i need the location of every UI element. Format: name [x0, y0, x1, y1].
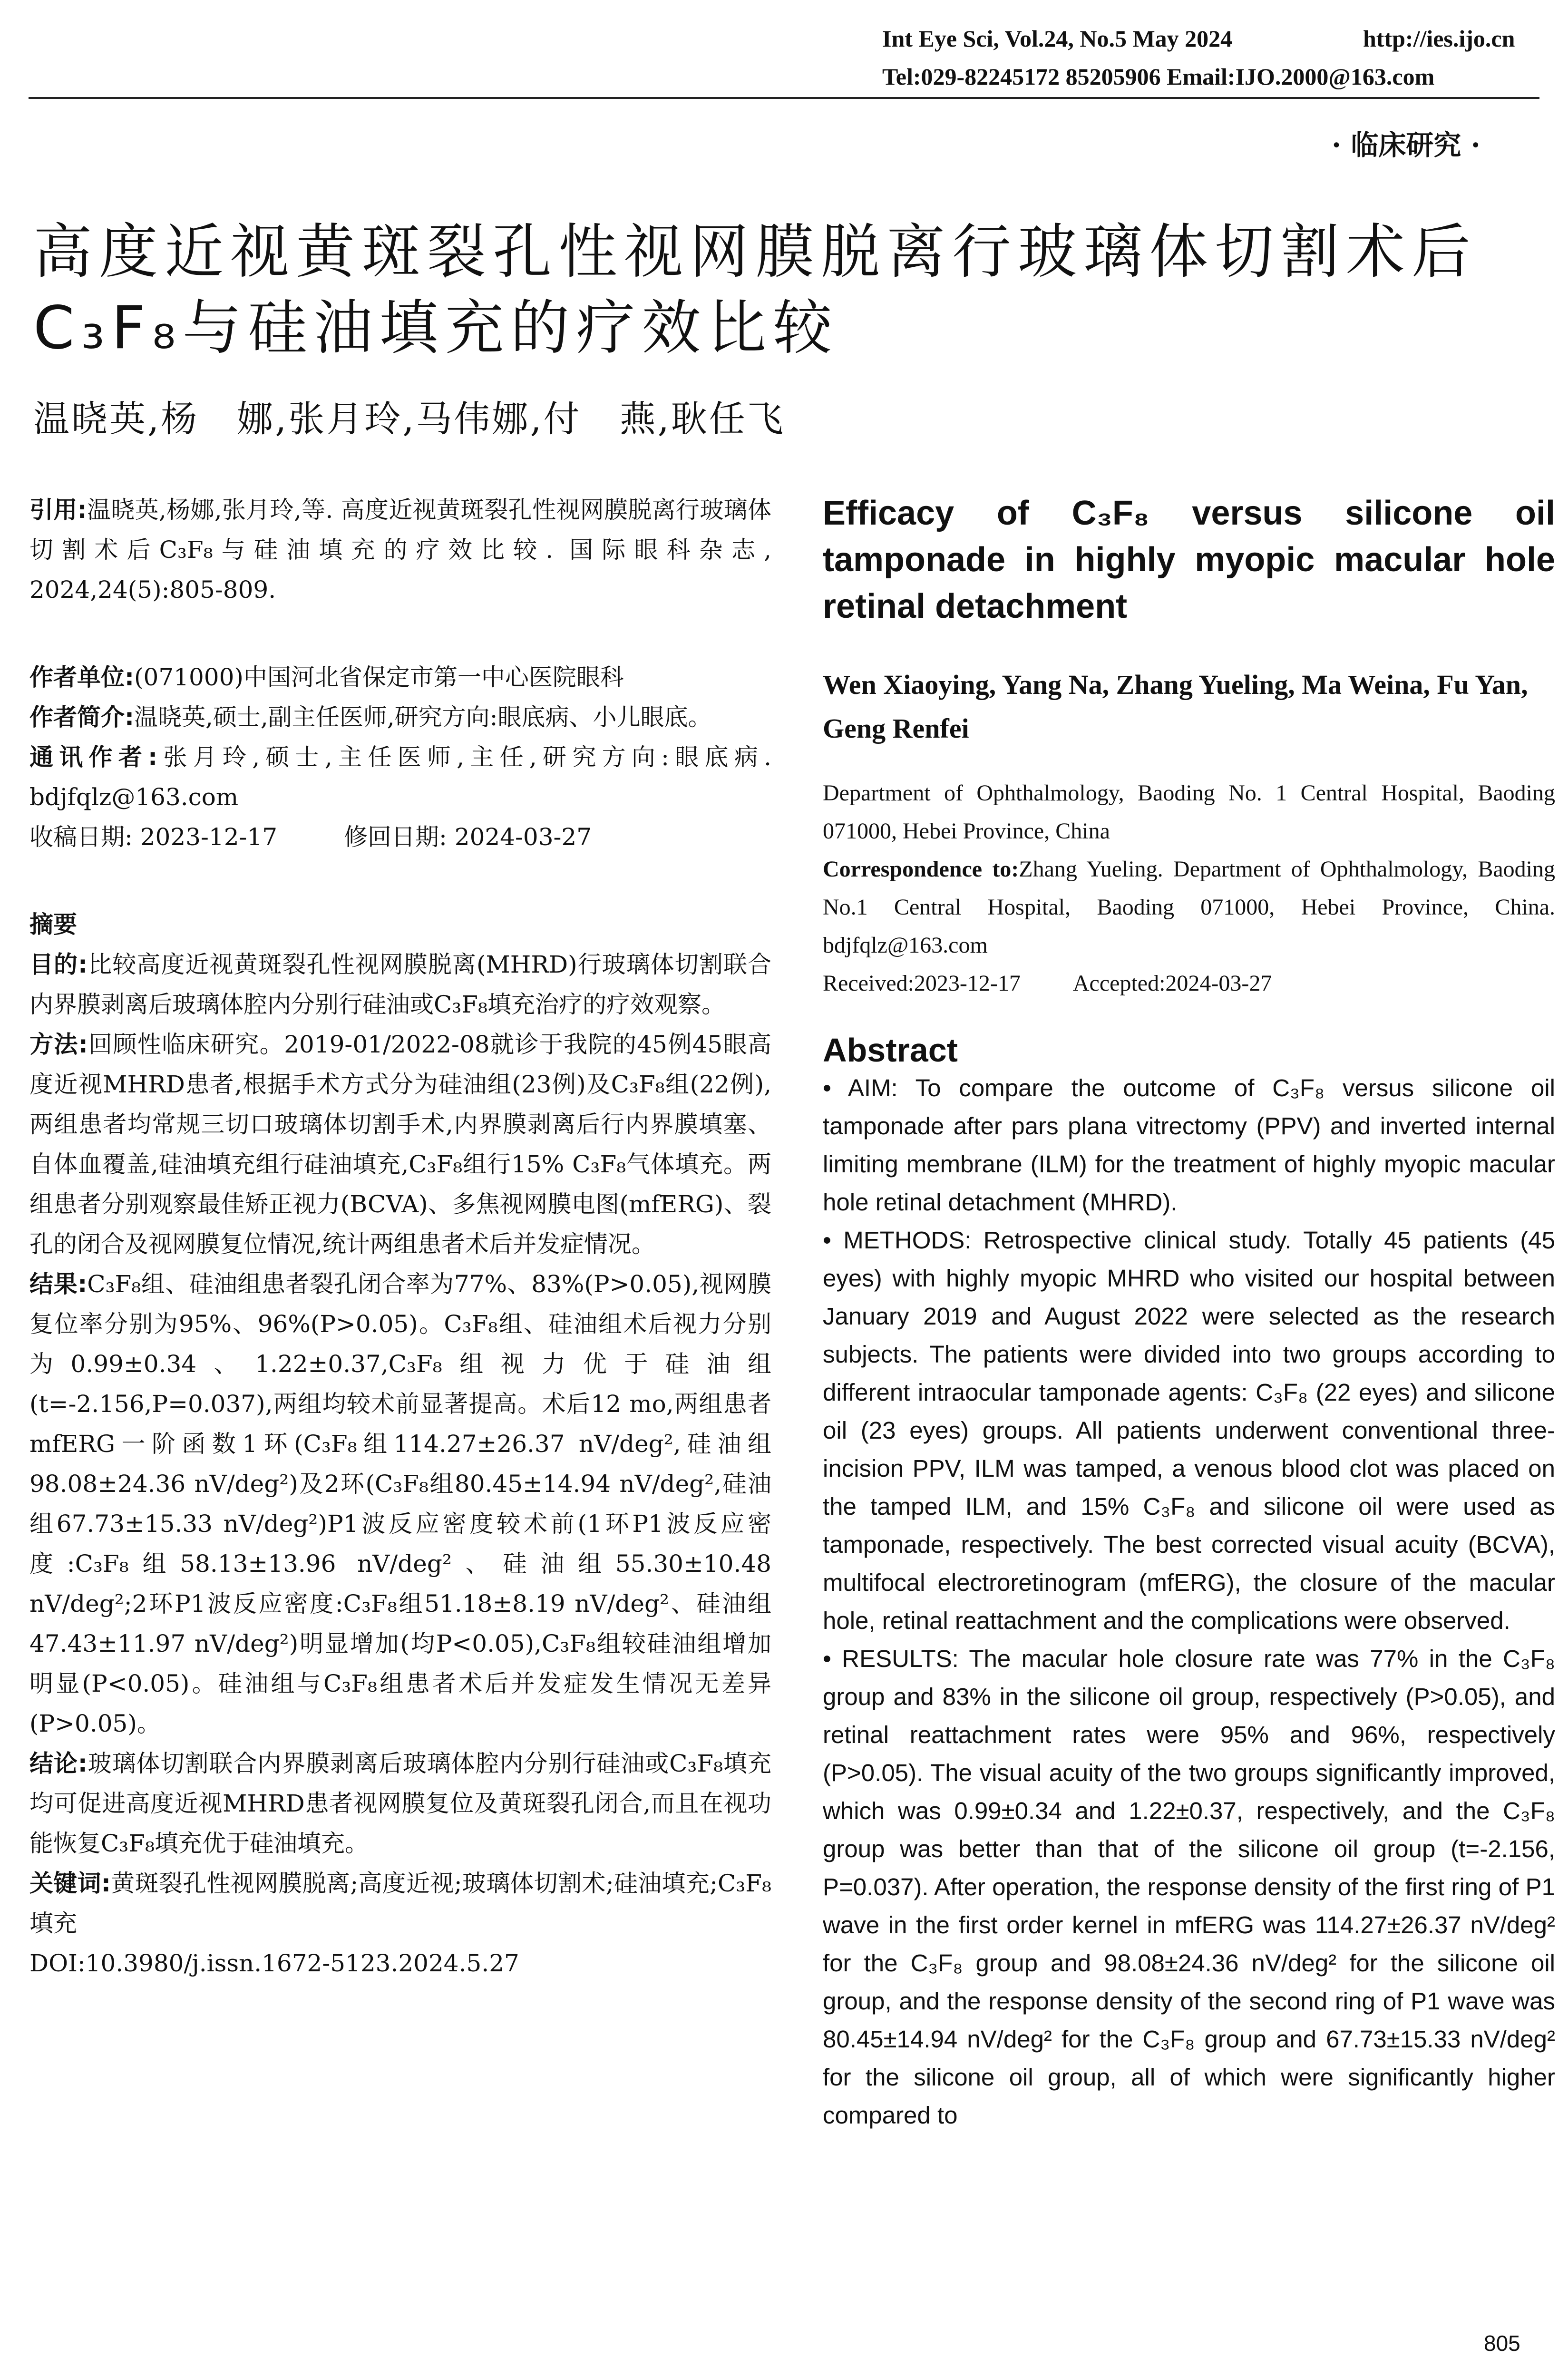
cn-affiliation: 作者单位:(071000)中国河北省保定市第一中心医院眼科: [29, 663, 624, 691]
header-divider: [29, 97, 1539, 99]
en-aim: • AIM: To compare the outcome of C₃F₈ versus silicone oil tamponade after pars plana vitrectomy (PPV) and inverted internal limiting membrane (ILM) for the treatment of highly myopic macular hole retinal detachment (MHRD).: [823, 1074, 1555, 1216]
en-abstract-heading: Abstract: [823, 1032, 958, 1069]
cn-conclusion: 结论:玻璃体切割联合内界膜剥离后玻璃体腔内分别行硅油或C₃F₈填充均可促进高度近视MHRD患者视网膜复位及黄斑裂孔闭合,而且在视功能恢复C₃F₈填充优于硅油填充。: [29, 1750, 771, 1857]
cn-title-line1: 高度近视黄斑裂孔性视网膜脱离行玻璃体切割术后: [33, 218, 1478, 286]
cn-correspondence: 通讯作者:张月玲,硕士,主任医师,主任,研究方向:眼底病. bdjfqlz@163.com: [29, 743, 771, 811]
en-correspondence: Correspondence to:Zhang Yueling. Department of Ophthalmology, Baoding No.1 Central Hospital, Baoding 071000, Hebei Province, China. bdjfqlz@163.com: [823, 857, 1555, 958]
cn-aim: 目的:比较高度近视黄斑裂孔性视网膜脱离(MHRD)行玻璃体切割联合内界膜剥离后玻璃体腔内分别行硅油或C₃F₈填充治疗的疗效观察。: [29, 951, 772, 1018]
cn-abstract-heading: 摘要: [29, 911, 77, 938]
en-methods: • METHODS: Retrospective clinical study. Totally 45 patients (45 eyes) with highly myopic MHRD who visited our hospital between January 2019 and August 2022 were selected as the research subjects. The patients were divided into two groups according to different intraocular tamponade agents: C₃F₈ (22 eyes) and silicone oil (23 eyes) groups. All patients underwent conventional three-incision PPV, ILM was tamped, a venous blood clot was placed on the tamped ILM, and 15% C₃F₈ and silicone oil were used as tamponade, respectively. The best corrected visual acuity (BCVA), multifocal electroretinogram (mfERG), the closure of the macular hole, retinal reattachment and the complications were observed.: [823, 1227, 1555, 1634]
section-tag: · 临床研究 ·: [1332, 129, 1480, 161]
cn-results: 结果:C₃F₈组、硅油组患者裂孔闭合率为77%、83%(P>0.05),视网膜复位率分别为95%、96%(P>0.05)。C₃F₈组、硅油组术后视力分别为0.99±0.34、1.22±0.37,C₃F₈组视力优于硅油组(t=-2.156,P=0.037),两组均较术前显著提高。术后12 mo,两组患者mfERG一阶函数1环(C₃F₈组114.27±26.37 nV/deg²,硅油组98.08±24.36 nV/deg²)及2环(C₃F₈组80.45±14.94 nV/deg²,硅油组67.73±15.33 nV/deg²)P1波反应密度较术前(1环P1波反应密度:C₃F₈组58.13±13.96 nV/deg²、硅油组55.30±10.48 nV/deg²;2环P1波反应密度:C₃F₈组51.18±8.19 nV/deg²、硅油组47.43±11.97 nV/deg²)明显增加(均P<0.05),C₃F₈组较硅油组增加明显(P<0.05)。硅油组与C₃F₈组患者术后并发症发生情况无差异(P>0.05)。: [29, 1270, 771, 1737]
journal-url: http://ies.ijo.cn: [1363, 25, 1515, 52]
journal-contact: Tel:029-82245172 85205906 Email:IJO.2000@163.com: [882, 63, 1435, 90]
cn-keywords: 关键词:黄斑裂孔性视网膜脱离;高度近视;玻璃体切割术;硅油填充;C₃F₈填充: [29, 1870, 771, 1937]
cn-left-column: [29, 490, 771, 1983]
en-dates: Received:2023-12-17 Accepted:2024-03-27: [823, 971, 1272, 996]
en-right-column: [823, 490, 1555, 2134]
en-authors: Wen Xiaoying, Yang Na, Zhang Yueling, Ma Weina, Fu Yan, Geng Renfei: [823, 669, 1528, 744]
en-department: Department of Ophthalmology, Baoding No. 1 Central Hospital, Baoding 071000, Hebei Province, China: [823, 780, 1555, 844]
cn-doi: DOI:10.3980/j.issn.1672-5123.2024.5.27: [29, 1949, 519, 1977]
cn-authors: 温晓英,杨 娜,张月玲,马伟娜,付 燕,耿任飞: [33, 398, 785, 440]
cn-bio: 作者简介:温晓英,硕士,副主任医师,研究方向:眼底病、小儿眼底。: [29, 703, 712, 731]
journal-info: Int Eye Sci, Vol.24, No.5 May 2024: [882, 25, 1233, 52]
page-number: 805: [1484, 2331, 1520, 2356]
en-results: • RESULTS: The macular hole closure rate was 77% in the C₃F₈ group and 83% in the silicone oil group, respectively (P>0.05), and retinal reattachment rates were 95% and 96%, respectively (P>0.05). The visual acuity of the two groups significantly improved, which was 0.99±0.34 and 1.22±0.37, respectively, and the C₃F₈ group was better than that of the silicone oil group (t=-2.156, P=0.037). After operation, the response density of the first ring of P1 wave in the first order kernel in mfERG was 114.27±26.37 nV/deg² for the C₃F₈ group and 98.08±24.36 nV/deg² for the silicone oil group, and the response density of the second ring of P1 wave was 80.45±14.94 nV/deg² for the C₃F₈ group and 67.73±15.33 nV/deg² for the silicone oil group, all of which were significantly higher compared to: [823, 1645, 1555, 2129]
en-abstract: [823, 1069, 1555, 2134]
cn-citation: 引用:温晓英,杨娜,张月玲,等. 高度近视黄斑裂孔性视网膜脱离行玻璃体切割术后C₃F₈与硅油填充的疗效比较. 国际眼科杂志, 2024,24(5):805-809.: [29, 496, 772, 604]
cn-title-line2: C₃F₈与硅油填充的疗效比较: [33, 294, 839, 362]
en-title: Efficacy of C₃F₈ versus silicone oil tamponade in highly myopic macular hole retinal detachment: [823, 494, 1555, 625]
cn-dates: 收稿日期: 2023-12-17 修回日期: 2024-03-27: [29, 823, 592, 851]
cn-methods: 方法:回顾性临床研究。2019-01/2022-08就诊于我院的45例45眼高度近视MHRD患者,根据手术方式分为硅油组(23例)及C₃F₈组(22例),两组患者均常规三切口玻璃体切割手术,内界膜剥离后行内界膜填塞、自体血覆盖,硅油填充组行硅油填充,C₃F₈组行15% C₃F₈气体填充。两组患者分别观察最佳矫正视力(BCVA)、多焦视网膜电图(mfERG)、裂孔的闭合及视网膜复位情况,统计两组患者术后并发症情况。: [29, 1031, 771, 1258]
